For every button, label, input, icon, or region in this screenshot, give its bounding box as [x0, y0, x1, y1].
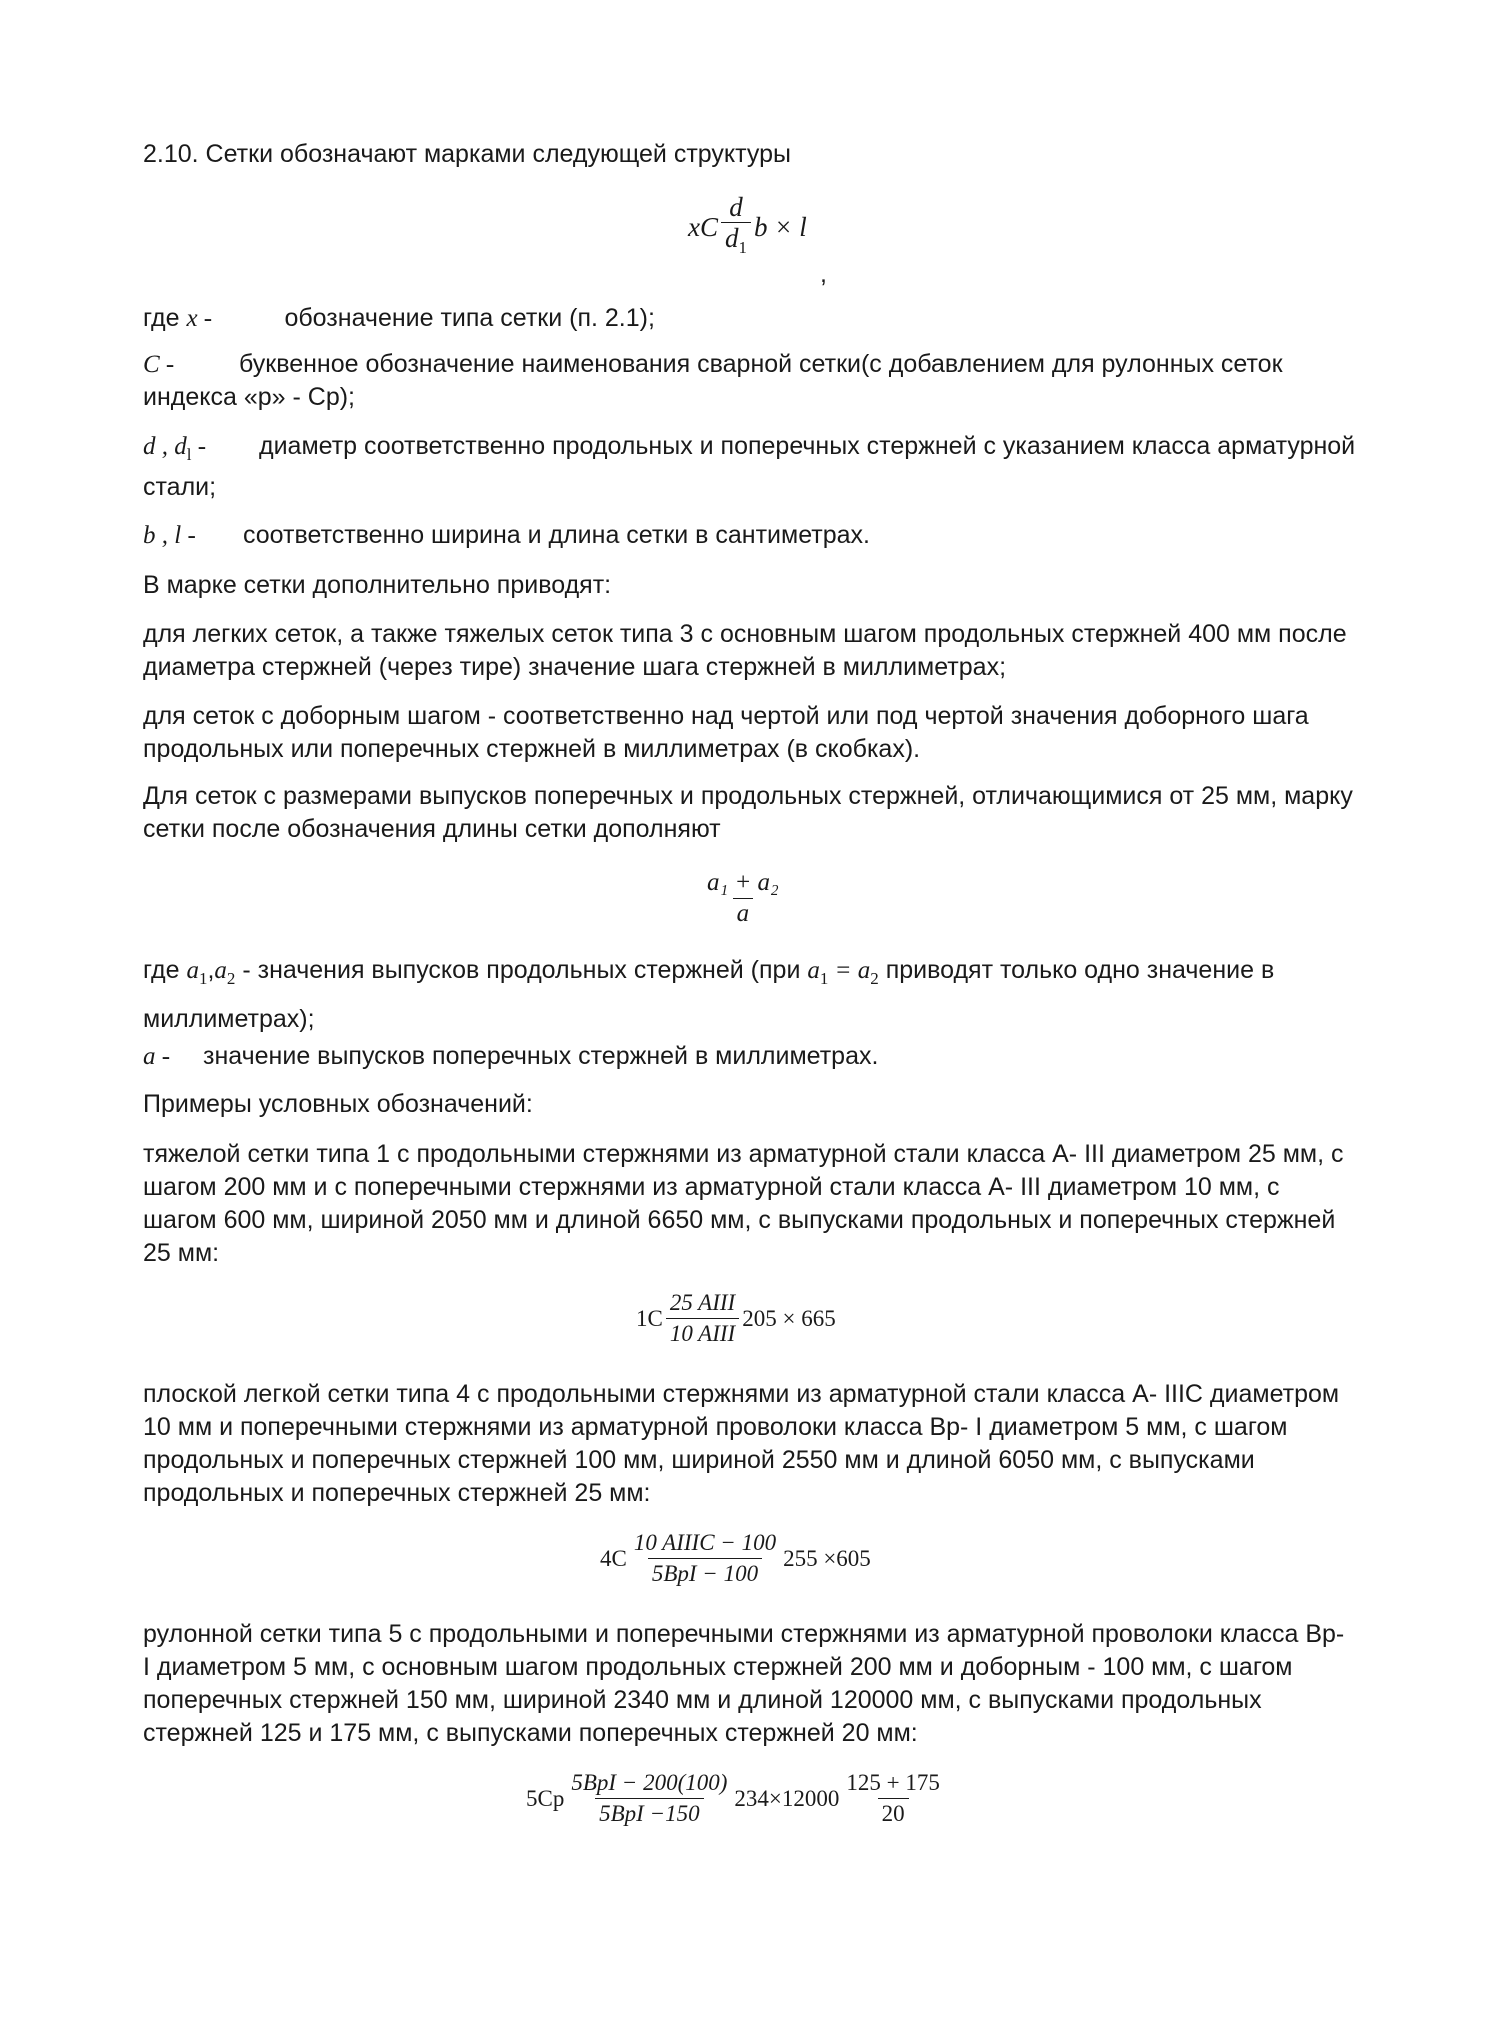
definition-b-l — [143, 519, 1358, 552]
formula-prefix: 5Ср — [526, 1786, 565, 1811]
formula-prefix: 1С — [636, 1306, 663, 1331]
formula-numerator: d — [729, 192, 743, 222]
formula-fraction — [721, 192, 751, 263]
paragraph-overhang-intro: Для сеток с размерами выпусков поперечных и продольных стержней, отличающимися от 25 мм, марку сетки после обозначения длины сетки дополняют — [143, 782, 1353, 843]
formula-prefix: xC — [688, 212, 718, 242]
definition-text: значение выпусков поперечных стержней в миллиметрах. — [203, 1042, 879, 1070]
overhang-where-text: - значения выпусков продольных стержней (при — [235, 956, 801, 984]
formula-fraction — [630, 1528, 780, 1589]
formula-denominator — [721, 222, 751, 263]
definition-text: буквенное обозначение наименования сварной сетки(с добавлением для рулонных сеток индекса «р» - Ср); — [143, 350, 1283, 411]
overhang-eq-sub: 1 — [819, 969, 829, 988]
definition-text: диаметр соответственно продольных и поперечных стержней с указанием класса арматурной стали; — [143, 432, 1356, 501]
definition-c — [143, 348, 1358, 414]
overhang-a1-sub: 1 — [198, 969, 208, 988]
overhang-a2-base: a — [214, 957, 227, 984]
formula-denominator-base: d — [725, 223, 739, 253]
overhang-equality — [807, 957, 879, 988]
formula-tail-fraction — [842, 1768, 943, 1829]
overhang-eq-sub2: 2 — [870, 969, 879, 988]
formula-suffix: 255 ×605 — [783, 1546, 871, 1571]
example-2-text: плоской легкой сетки типа 4 с продольными стержнями из арматурной стали класса А- IIIС диаметром 10 мм и поперечными стержнями из арматурной проволоки класса Вр- I диаметром 5 мм, с шагом продольных и поперечных стержней 100 мм, шириной 2550 мм и длиной 6050 мм, с выпусками продольных и поперечных стержней 25 мм: — [143, 1380, 1340, 1507]
paragraph-light-nets: для легких сеток, а также тяжелых сеток типа 3 с основным шагом продольных стержней 400 мм после диаметра стержней (через тире) значение шага стержней в миллиметрах; — [143, 620, 1347, 681]
overhang-eq-base: a — [807, 957, 820, 984]
example-1-formula — [636, 1288, 836, 1349]
examples-title: Примеры условных обозначений: — [143, 1090, 533, 1118]
where-lead: где — [143, 304, 180, 332]
definition-text: обозначение типа сетки (п. 2.1); — [284, 304, 655, 332]
example-1-text: тяжелой сетки типа 1 с продольными стержнями из арматурной стали класса А- III диаметром 25 мм, с шагом 200 мм и с поперечными стержнями из арматурной стали класса А- III диаметром 10 мм, с шагом 600 мм, шириной 2050 мм и длиной 6650 мм, с выпусками продольных и поперечных стержней 25 мм: — [143, 1140, 1344, 1267]
formula-numerator: 10 AIIIC − 100 — [633, 1530, 777, 1555]
formula-tail-numerator: 125 + 175 — [846, 1770, 940, 1795]
paragraph-additionally: В марке сетки дополнительно приводят: — [143, 571, 612, 599]
definition-d — [143, 430, 1358, 504]
formula-suffix: 205 × 665 — [742, 1306, 836, 1331]
overhang-formula — [700, 868, 786, 929]
definition-term: b , l - — [143, 522, 196, 549]
section-heading: 2.10. Сетки обозначают марками следующей структуры — [143, 140, 791, 168]
formula-fraction — [567, 1768, 731, 1829]
paragraph-extra-step: для сеток с доборным шагом - соответственно над чертой или под чертой значения доборного шага продольных или поперечных стержней в миллиметрах (в скобках). — [143, 702, 1309, 763]
definition-term-dash: - — [191, 433, 207, 460]
definition-term-sub: l — [186, 445, 192, 464]
formula-numerator: 25 AIII — [669, 1290, 736, 1315]
overhang-where-lead: где — [143, 956, 180, 984]
formula-denominator: 10 AIII — [666, 1318, 739, 1349]
formula-tail-denominator: 20 — [878, 1798, 909, 1829]
formula-prefix: 4С — [600, 1546, 627, 1571]
overhang-numerator: a₁ + a₂ — [707, 869, 779, 896]
definition-text: соответственно ширина и длина сетки в сантиметрах. — [243, 521, 870, 549]
formula-denominator-sub: 1 — [738, 238, 747, 257]
overhang-eq-mid: = a — [828, 957, 871, 984]
example-2-formula — [600, 1528, 871, 1589]
definition-term: C - — [143, 351, 175, 378]
definition-term — [143, 430, 259, 471]
definition-a — [143, 1040, 1358, 1073]
overhang-where-tail: приводят только одно значение в миллиметрах); — [143, 956, 1275, 1033]
formula-fraction — [666, 1288, 739, 1349]
overhang-fraction — [703, 868, 783, 929]
definition-term: a - — [143, 1043, 171, 1070]
example-3-text: рулонной сетки типа 5 с продольными и поперечными стержнями из арматурной проволоки класса Вр- I диаметром 5 мм, с основным шагом продольных стержней 200 мм и доборным - 100 мм, с шагом поперечных стержней 150 мм, шириной 2340 мм и длиной 120000 мм, с выпусками продольных стержней 125 и 175 мм, с выпусками поперечных стержней 20 мм: — [143, 1620, 1345, 1747]
overhang-a1-base: a — [186, 957, 199, 984]
definition-term: x - — [186, 305, 213, 332]
overhang-a2 — [214, 957, 236, 988]
mark-structure-formula — [688, 192, 807, 263]
overhang-where — [143, 950, 1358, 1039]
overhang-a2-sub: 2 — [226, 969, 236, 988]
overhang-denominator: a — [733, 898, 754, 929]
overhang-a1 — [186, 957, 208, 988]
formula-denominator: 5BpI −150 — [595, 1798, 703, 1829]
definition-x — [143, 302, 1358, 335]
overhang-comma: , — [207, 956, 215, 984]
formula-numerator: 5BpI − 200(100) — [571, 1770, 728, 1795]
formula-denominator: 5BpI − 100 — [648, 1558, 762, 1589]
definition-term-base: d , d — [143, 433, 187, 460]
formula-suffix: 234×12000 — [734, 1786, 840, 1811]
formula-trailing-comma: , — [820, 260, 827, 288]
example-3-formula — [526, 1768, 947, 1829]
formula-suffix: b × l — [754, 212, 807, 242]
